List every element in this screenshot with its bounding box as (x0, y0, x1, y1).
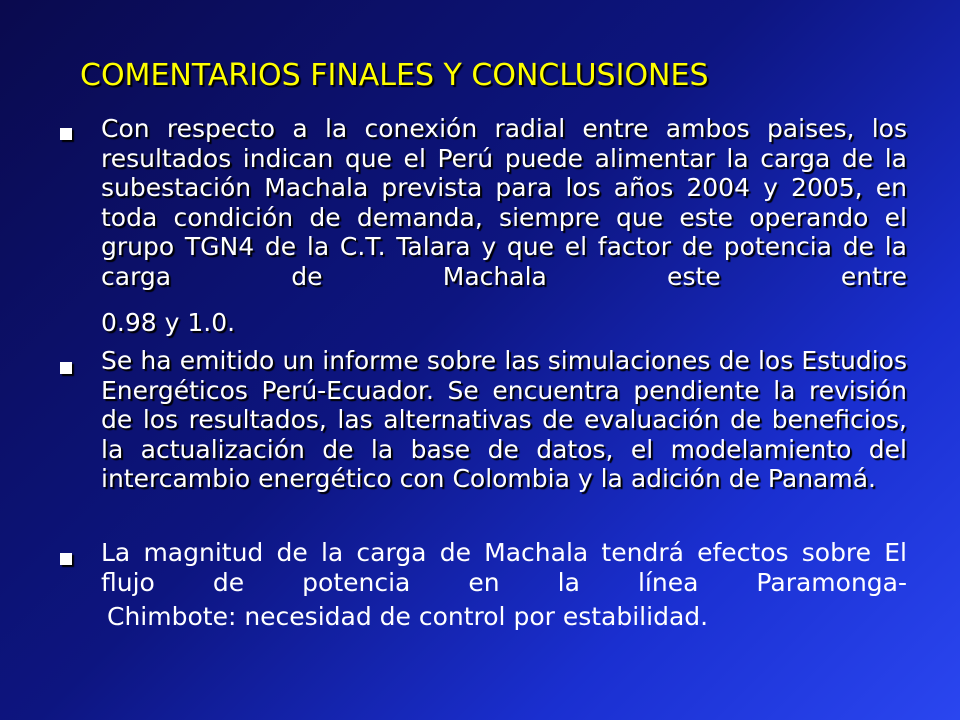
bullet-text-3: La magnitud de la carga de Machala tendrá efectos sobre El flujo de potencia en la línea Paramonga- (101, 538, 907, 597)
square-bullet-icon (60, 362, 72, 374)
bullet-text-1: Con respecto a la conexión radial entre ambos paises, los resultados indican que el Perú puede alimentar la carga de la subestación Machala prevista para los años 2004 y 2005, en toda condición de demanda, siempre que este operando el grupo TGN4 de la C.T. Talara y que el factor de potencia de la carga de Machala este entre (101, 114, 907, 291)
slide-title: COMENTARIOS FINALES Y CONCLUSIONES (80, 58, 709, 93)
bullet-text-2: Se ha emitido un informe sobre las simulaciones de los Estudios Energéticos Perú-Ecuador. Se encuentra pendiente la revisión de los resultados, las alternativas de evaluación de beneficios, la actualización de la base de datos, el modelamiento del intercambio energético con Colombia y la adición de Panamá. (101, 346, 907, 493)
square-bullet-icon (60, 128, 72, 140)
bullet-text-3-tail: Chimbote: necesidad de control por estabilidad. (107, 602, 709, 631)
square-bullet-icon (60, 553, 72, 565)
bullet-text-1-tail: 0.98 y 1.0. (101, 308, 236, 337)
